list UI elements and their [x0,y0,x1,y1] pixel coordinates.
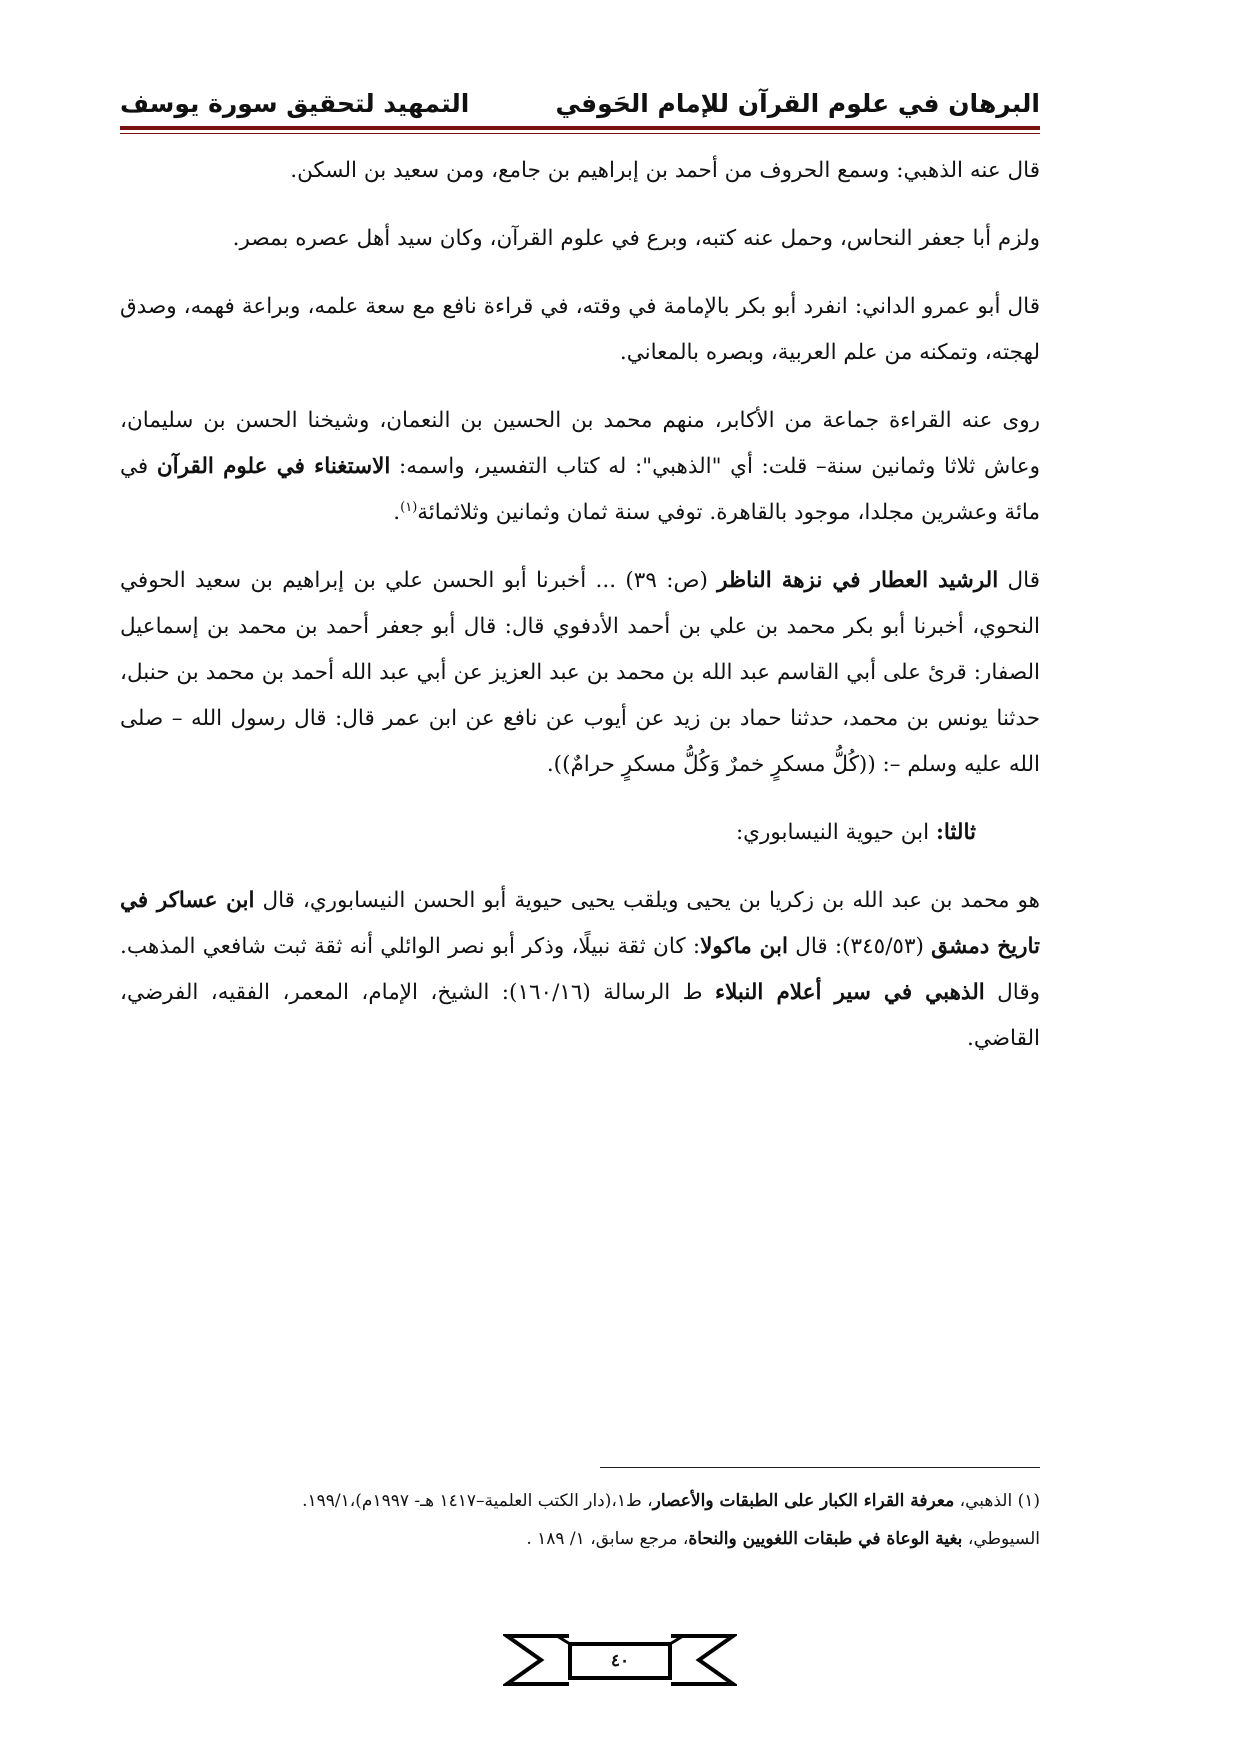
page-number: ٤٠ [610,1651,630,1671]
footnote-separator [600,1467,1040,1468]
paragraph-1: قال عنه الذهبي: وسمع الحروف من أحمد بن إبراهيم بن جامع، ومن سعيد بن السكن. [290,158,1040,183]
footnote-1 [120,1482,1040,1520]
section-number-bold: ثالثا: [935,820,976,845]
text-span: ، ط١،(دار الكتب العلمية–١٤١٧ هـ- ١٩٩٧م)،١٩٩/١. [302,1491,653,1511]
paragraph-5 [120,558,1040,788]
source-title-bold: الرشيد العطار في نزهة الناظر [717,568,999,593]
text-span: : كان ثقة نبيلًا، وذكر أبو نصر الوائلي أنه ثقة ثبت شافعي المذهب. وقال [120,934,1040,1005]
main-text [120,148,1040,1084]
header-rule-thick [120,126,1040,130]
footnote-1-continued [120,1520,1040,1558]
text-span: (٣٤٥/٥٣): قال [787,934,932,959]
header-section-title: التمهيد لتحقيق سورة يوسف [120,89,470,118]
source-title-bold: ابن عساكر في تاريخ دمشق [120,888,1041,959]
text-span: روى عنه القراءة جماعة من الأكابر، منهم محمد بن الحسين بن النعمان، وشيخنا الحسن بن سليمان، وعاش ثلاثا وثمانين سنة– قلت: أي "الذهبي": له كتاب التفسير، واسمه: [120,408,1040,479]
text-span: السيوطي، [962,1529,1040,1549]
section-heading-text: ابن حيوية النيسابوري: [735,820,936,845]
author-name-bold: ابن ماكولا [700,934,788,959]
source-title-bold: الذهبي في سير أعلام النبلاء [714,980,985,1005]
section-heading-third [120,810,1040,856]
text-span: ط الرسالة (١٦٠/١٦): الشيخ، الإمام، المعمر، الفقيه، الفرضي، القاضي. [120,980,1040,1051]
paragraph-4 [120,398,1040,536]
paragraph-7 [120,878,1040,1062]
page-number-ribbon [503,1628,737,1692]
text-span: . [393,500,401,525]
page-header [120,70,1040,118]
footnotes [120,1482,1040,1558]
text-span: (ص: ٣٩) ... أخبرنا أبو الحسن علي بن إبراهيم بن سعيد الحوفي النحوي، أخبرنا أبو بكر محمد بن علي بن أحمد الأدفوي قال: قال أبو جعفر أحمد بن محمد بن إسماعيل الصفار: قرئ على أبي القاسم عبد الله بن محمد بن عبد العزيز عن أبي عبد الله أحمد بن محمد بن حنبل، حدثنا يونس بن محمد، حدثنا حماد بن زيد عن أيوب عن نافع عن ابن عمر قال: قال رسول الله – صلى الله عليه وسلم –: ((كُلُّ مسكرٍ خمرٌ وَكُلُّ مسكرٍ حرامٌ)). [120,568,1040,777]
header-rule-thin [120,133,1040,134]
text-span: ، مرجع سابق، ١/ ١٨٩ . [526,1529,689,1549]
text-span: قال [998,568,1040,593]
footnote-reference[interactable]: (١) [400,499,418,515]
book-title-bold: الاستغناء في علوم القرآن [156,454,391,479]
reference-title-bold: معرفة القراء الكبار على الطبقات والأعصار [652,1491,955,1511]
text-span: هو محمد بن عبد الله بن زكريا بن يحيى ويلقب يحيى حيوية أبو الحسن النيسابوري، قال [254,888,1040,913]
paragraph-3: قال أبو عمرو الداني: انفرد أبو بكر بالإمامة في وقته، في قراءة نافع مع سعة علمه، وبراعة فهمه، وصدق لهجته، وتمكنه من علم العربية، وبصره بالمعاني. [120,294,1040,365]
text-span: في مائة وعشرين مجلدا، موجود بالقاهرة. توفي سنة ثمان وثمانين وثلاثمائة [120,454,1040,525]
header-book-title: البرهان في علوم القرآن للإمام الحَوفي [555,89,1040,118]
reference-title-bold: بغية الوعاة في طبقات اللغويين والنحاة [688,1529,963,1549]
paragraph-2: ولزم أبا جعفر النحاس، وحمل عنه كتبه، وبرع في علوم القرآن، وكان سيد أهل عصره بمصر. [232,226,1040,251]
text-span: (١) الذهبي، [954,1491,1040,1511]
